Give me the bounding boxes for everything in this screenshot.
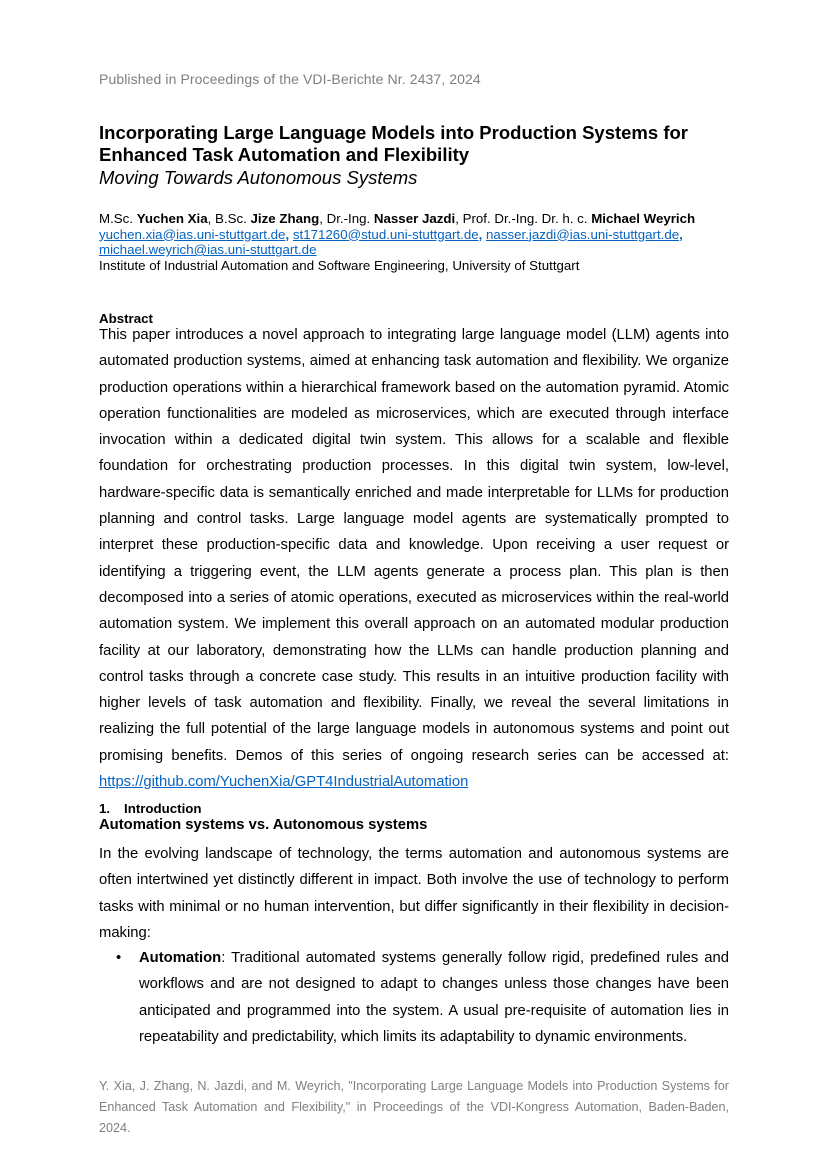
author-1-name: Yuchen Xia	[136, 211, 208, 226]
email-separator: ,	[679, 226, 683, 242]
subsection-heading: Automation systems vs. Autonomous systems	[99, 817, 428, 833]
github-link[interactable]: https://github.com/YuchenXia/GPT4IndustrialAutomation	[99, 774, 469, 791]
author-2-name: Jize Zhang	[250, 211, 320, 226]
abstract-text: This paper introduces a novel approach to integrating large language model (LLM) agents into automated production systems, aimed at enhancing task automation and flexibility. We organize production operations within a hierarchical framework based on the automation pyramid. Atomic operation functionalities are modeled as microservices, which are executed through interface invocation within a dedicated digital twin system. This allows for a scalable and flexible foundation for orchestrating production processes. In this digital twin system, low-level, hardware-specific data is semantically enriched and made interpretable for LLMs for production planning and control tasks. Large language model agents are systematically prompted to interpret these production-specific data and knowledge. Upon receiving a user request or identifying a triggering event, the LLM agents generate a process plan. This plan is then decomposed into a series of atomic operations, executed as microservices within the real-world automation system. We implement this overall approach on an automated modular production facility at our laboratory, demonstrating how the LLMs can handle production planning and control tasks through a concrete case study. This results in an intuitive production facility with higher levels of task automation and flexibility. Finally, we reveal the several limitations in realizing the full potential of the large language models in autonomous systems and point out promising benefits. Demos of this series of ongoing research series can be accessed at:	[99, 327, 729, 764]
intro-body	[99, 841, 729, 946]
email-link-4[interactable]: michael.weyrich@ias.uni-stuttgart.de	[99, 242, 317, 257]
email-link-3[interactable]: nasser.jazdi@ias.uni-stuttgart.de	[486, 226, 680, 242]
bullet-text: : Traditional automated systems generally follow rigid, predefined rules and workflows and are not designed to adapt to changes unless those changes have been anticipated and programmed into the system. A usual pre-requisite of automation lies in repeatability and predictability, which limits its adaptability to dynamic environments.	[139, 950, 729, 1045]
abstract-heading: Abstract	[99, 311, 153, 326]
authors-block	[99, 211, 739, 273]
email-link-1[interactable]: yuchen.xia@ias.uni-stuttgart.de	[99, 226, 286, 242]
paper-title	[99, 122, 739, 166]
footer-citation: Y. Xia, J. Zhang, N. Jazdi, and M. Weyrich, "Incorporating Large Language Models into Production Systems for Enhanced Task Automation and Flexibility," in Proceedings of the VDI-Kongress Automation, Baden-Baden, 2024.	[99, 1079, 729, 1135]
abstract-body	[99, 322, 729, 795]
section-number: 1.	[99, 801, 111, 816]
paper-subtitle: Moving Towards Autonomous Systems	[99, 167, 418, 188]
author-4-name: Michael Weyrich	[591, 211, 696, 226]
author-3-prefix: , Dr.-Ing.	[319, 211, 374, 226]
paper-title-line-1: Incorporating Large Language Models into Production Systems for	[99, 122, 688, 143]
abstract-paragraph	[99, 322, 729, 795]
bullet-marker: •	[116, 950, 122, 966]
email-line-2	[99, 242, 739, 258]
email-link-2[interactable]: st171260@stud.uni-stuttgart.de	[292, 226, 479, 242]
bullet-item-automation	[99, 945, 729, 1050]
author-4-prefix: , Prof. Dr.-Ing. Dr. h. c.	[455, 211, 592, 226]
author-list	[99, 211, 739, 227]
author-1-prefix: M.Sc.	[99, 211, 137, 226]
paper-title-line-2: Enhanced Task Automation and Flexibility	[99, 144, 470, 165]
affiliation: Institute of Industrial Automation and Software Engineering, University of Stuttgart	[99, 257, 580, 273]
author-3-name: Nasser Jazdi	[373, 211, 456, 226]
section-heading-introduction	[99, 801, 202, 816]
email-separator: ,	[478, 226, 483, 242]
bullet-term: Automation	[139, 950, 222, 966]
intro-paragraph: In the evolving landscape of technology, the terms automation and autonomous systems are often intertwined yet distinctly different in impact. Both involve the use of technology to perform tasks with minimal or no human intervention, but differ significantly in their flexibility in decision-making:	[99, 846, 729, 941]
section-title: Introduction	[124, 801, 202, 816]
author-2-prefix: , B.Sc.	[207, 211, 251, 226]
email-separator: ,	[285, 226, 290, 242]
title-block	[99, 122, 739, 189]
email-line-1	[99, 227, 739, 243]
bullet-list	[99, 945, 729, 1050]
publication-note: Published in Proceedings of the VDI-Berichte Nr. 2437, 2024	[99, 71, 481, 87]
